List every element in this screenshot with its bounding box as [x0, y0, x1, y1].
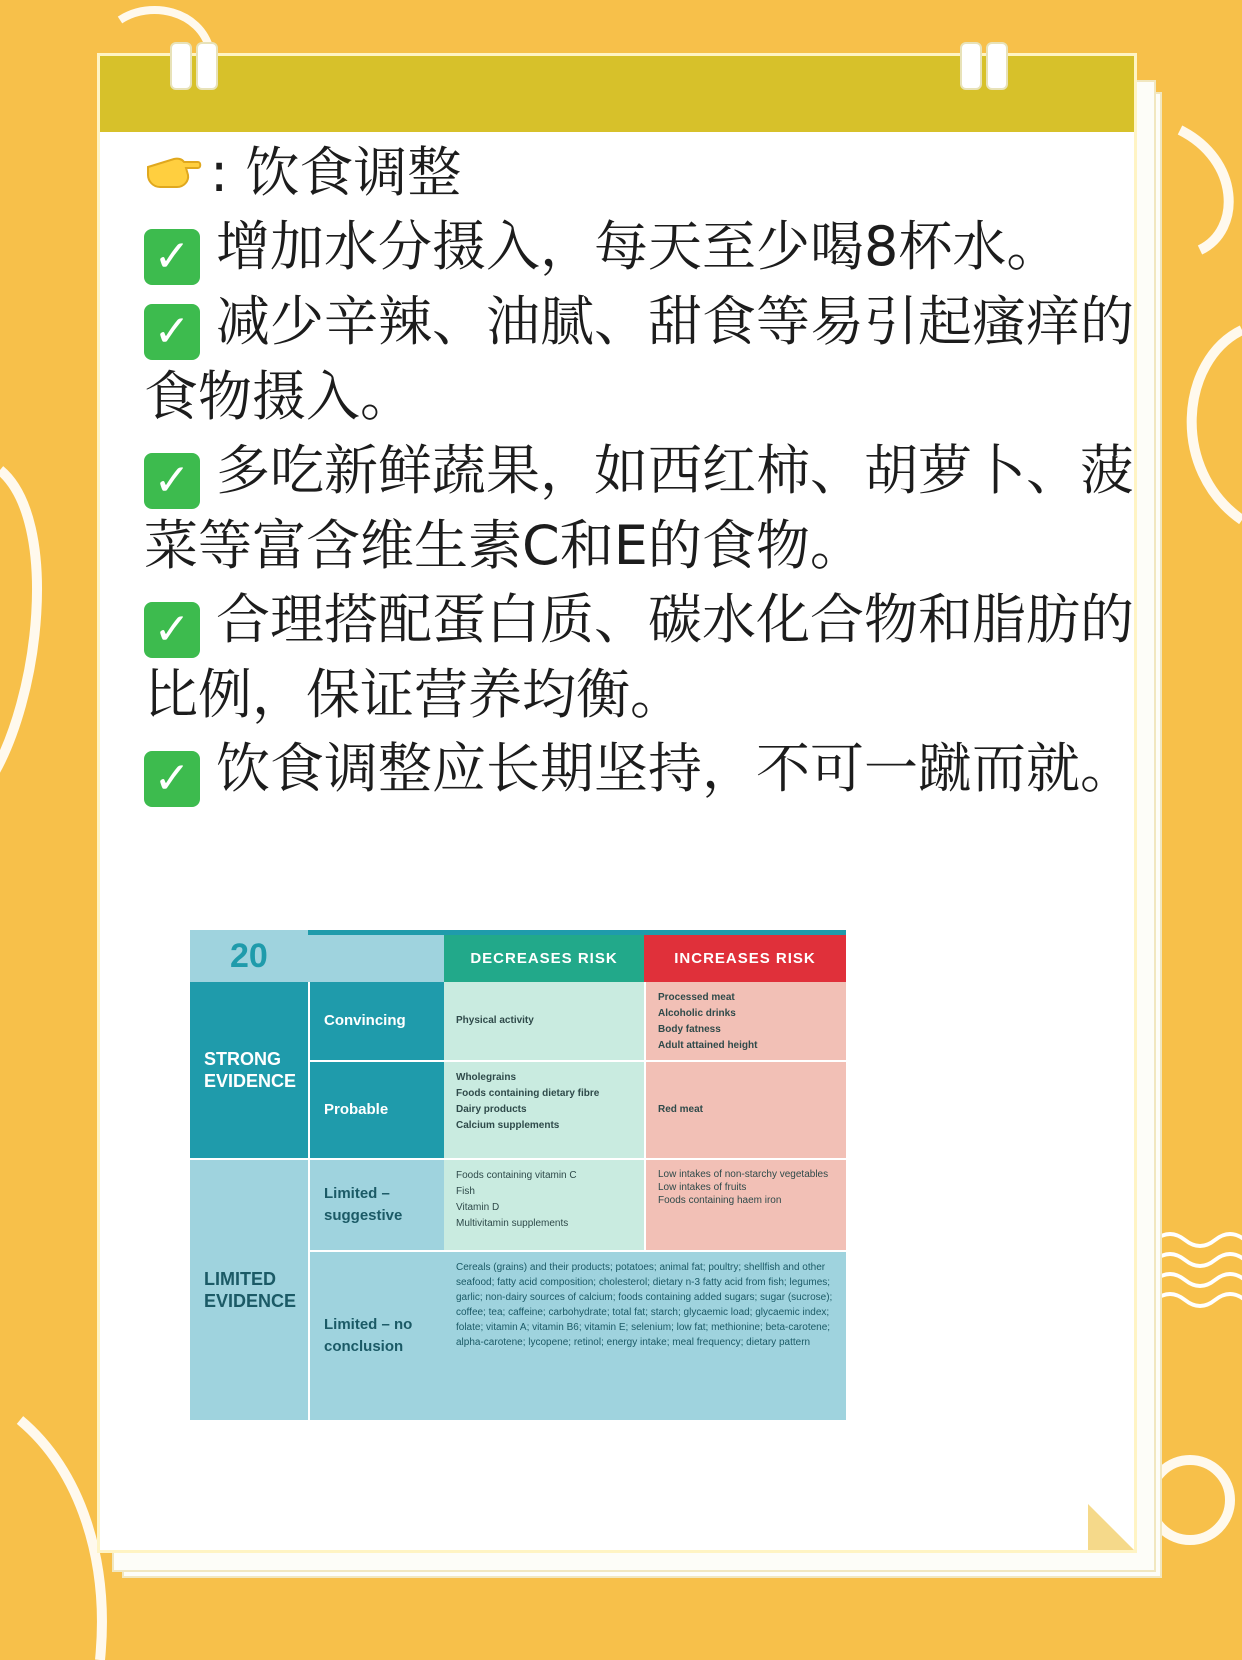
cell-text: Processed meat: [658, 992, 735, 1003]
list-item: [144, 285, 1134, 434]
pointing-hand-icon: [144, 145, 202, 197]
cell-text: Foods containing vitamin C: [456, 1170, 577, 1181]
list-item: [144, 210, 1134, 285]
increases-cell: [644, 1158, 846, 1250]
limited-evidence-label: LIMITED EVIDENCE: [190, 1158, 308, 1420]
cell-text: Low intakes of non-starchy vegetables: [658, 1169, 829, 1180]
list-item-text: 增加水分摄入，每天至少喝8杯水。: [216, 215, 1061, 278]
list-item-text: 饮食调整应长期坚持，不可一蹴而就。: [216, 737, 1134, 800]
binder-clip-icon: [960, 42, 982, 90]
cell-text: Alcoholic drinks: [658, 1008, 736, 1019]
cell-text: Multivitamin supplements: [456, 1218, 569, 1229]
list-item: [144, 434, 1134, 583]
row-label: Limited – suggestive: [308, 1158, 444, 1250]
check-mark-icon: ✓: [144, 304, 200, 360]
list-item-text: 合理搭配蛋白质、碳水化合物和脂肪的比例，保证营养均衡。: [144, 588, 1134, 726]
cell-text: Body fatness: [658, 1024, 721, 1035]
evidence-table-image: [190, 930, 846, 1420]
check-mark-icon: ✓: [144, 229, 200, 285]
cell-text: Calcium supplements: [456, 1120, 560, 1131]
decreases-cell: [444, 1062, 644, 1158]
increases-cell: [644, 1062, 846, 1158]
list-item: [144, 583, 1134, 732]
cell-text: Vitamin D: [456, 1202, 500, 1213]
row-label: Probable: [308, 1062, 444, 1158]
cell-text: Foods containing dietary fibre: [456, 1088, 600, 1099]
heading-text: : 饮食调整: [210, 141, 462, 204]
cell-text: Low intakes of fruits: [658, 1182, 747, 1193]
decreases-cell: [444, 1158, 644, 1250]
page-fold-corner: [1088, 1504, 1134, 1550]
cell-text: Physical activity: [456, 1015, 534, 1026]
binder-clip-icon: [170, 42, 192, 90]
increases-risk-header: INCREASES RISK: [644, 930, 846, 982]
check-mark-icon: ✓: [144, 751, 200, 807]
binder-clip-icon: [196, 42, 218, 90]
decreases-cell: [444, 982, 644, 1062]
increases-cell: [644, 982, 846, 1062]
table-header-blank: [308, 930, 444, 982]
check-mark-icon: ✓: [144, 602, 200, 658]
list-item-text: 减少辛辣、油腻、甜食等易引起瘙痒的食物摄入。: [144, 290, 1134, 428]
diet-advice-list: [144, 136, 1134, 807]
no-conclusion-cell: Cereals (grains) and their products; potatoes; animal fat; poultry; shellfish and other seafood; fatty acid composition; cholesterol; dietary n-3 fatty acid from fish; legumes; garlic; non-dairy sources of calcium; foods containing added sugars; sugar (sucrose); coffee; tea; caffeine; carbohydrate; total fat; starch; glycaemic load; glycaemic index; folate; vitamin A; vitamin B6; vitamin E; selenium; low fat; methionine; beta-carotene; alpha-carotene; lycopene; retinol; energy intake; meal frequency; dietary pattern: [444, 1250, 846, 1420]
section-heading: [144, 136, 1134, 210]
cell-text: Red meat: [658, 1104, 704, 1115]
list-item: [144, 732, 1134, 807]
row-label: Convincing: [308, 982, 444, 1062]
cell-text: Wholegrains: [456, 1072, 517, 1083]
row-label: Limited – no conclusion: [308, 1250, 444, 1420]
cell-text: Fish: [456, 1186, 475, 1197]
strong-evidence-label: STRONG EVIDENCE: [190, 982, 308, 1158]
check-mark-icon: ✓: [144, 453, 200, 509]
decreases-risk-header: DECREASES RISK: [444, 930, 644, 982]
table-corner: 20: [190, 930, 308, 982]
cell-text: Dairy products: [456, 1104, 527, 1115]
binder-clip-icon: [986, 42, 1008, 90]
list-item-text: 多吃新鲜蔬果，如西红柿、胡萝卜、菠菜等富含维生素C和E的食物。: [144, 439, 1134, 577]
cell-text: Adult attained height: [658, 1040, 758, 1051]
cell-text: Foods containing haem iron: [658, 1195, 782, 1206]
